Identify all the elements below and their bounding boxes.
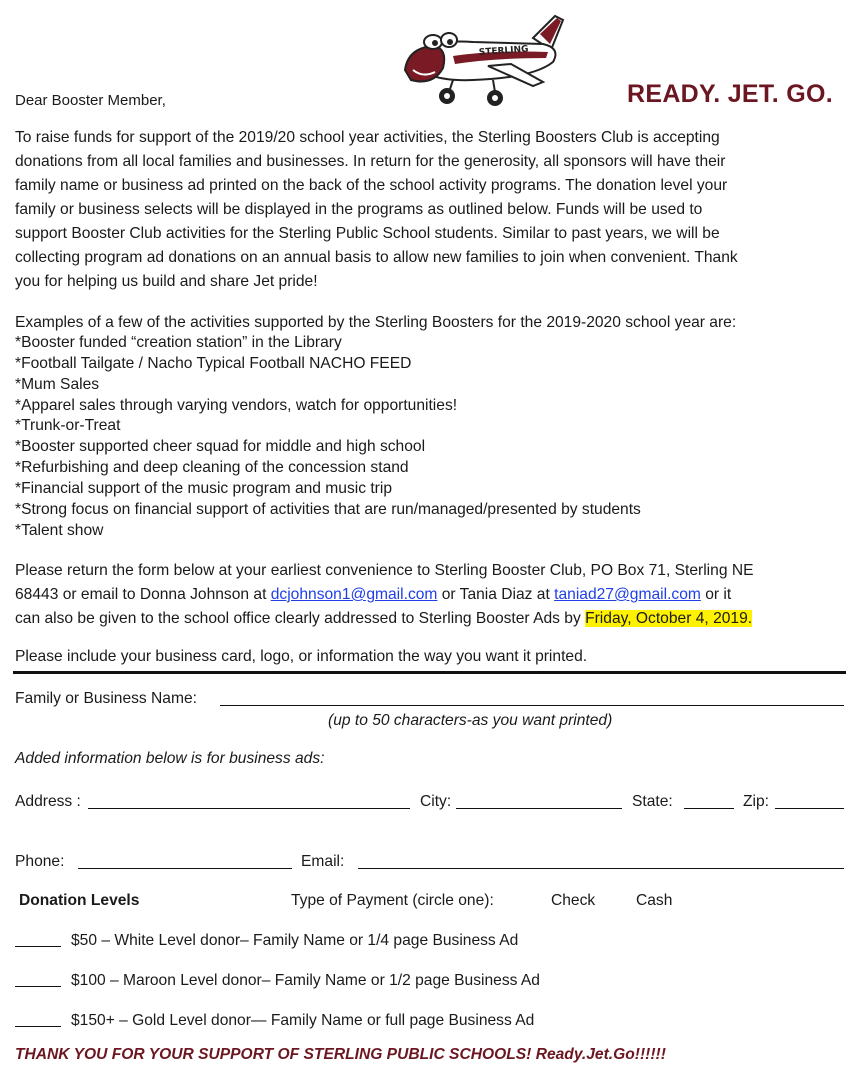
return-line <box>15 608 752 630</box>
include-note: Please include your business card, logo, or information the way you want it printed. <box>15 648 588 665</box>
activity-item: *Apparel sales through varying vendors, watch for opportunities! <box>15 397 458 414</box>
email-label: Email: <box>301 853 345 870</box>
donation-levels-heading: Donation Levels <box>19 892 140 909</box>
donation-level-100: $100 – Maroon Level donor– Family Name or 1/2 page Business Ad <box>71 972 540 989</box>
deadline-highlight: Friday, October 4, 2019. <box>585 610 753 627</box>
intro-line: collecting program ad donations on an annual basis to allow new families to join when convenient. Thank <box>15 249 738 266</box>
section-divider <box>13 671 846 674</box>
email-field[interactable] <box>358 868 844 869</box>
activity-item: *Refurbishing and deep cleaning of the concession stand <box>15 459 409 476</box>
activity-item: *Booster funded “creation station” in the Library <box>15 334 342 351</box>
address-field[interactable] <box>88 808 410 809</box>
activity-item: *Talent show <box>15 522 104 539</box>
return-text: 68443 or email to Donna Johnson at <box>15 586 271 603</box>
intro-line: family or business selects will be displayed in the programs as outlined below. Funds will be used to <box>15 201 703 218</box>
email-link-tania[interactable]: taniad27@gmail.com <box>554 586 701 603</box>
level-blank-50[interactable] <box>15 946 61 947</box>
thank-you-footer: THANK YOU FOR YOUR SUPPORT OF STERLING PUBLIC SCHOOLS! Ready.Jet.Go!!!!!! <box>15 1046 666 1063</box>
city-label: City: <box>420 793 452 810</box>
activity-item: *Football Tailgate / Nacho Typical Football NACHO FEED <box>15 355 412 372</box>
return-text: or Tania Diaz at <box>437 586 555 603</box>
name-hint: (up to 50 characters-as you want printed) <box>328 712 613 729</box>
activities-intro: Examples of a few of the activities supported by the Sterling Boosters for the 2019-2020 school year are: <box>15 314 737 331</box>
phone-label: Phone: <box>15 853 65 870</box>
logo-text: STERLING <box>478 44 529 58</box>
intro-line: family name or business ad printed on the back of the school activity programs. The donation level your <box>15 177 728 194</box>
level-blank-100[interactable] <box>15 986 61 987</box>
level-blank-150[interactable] <box>15 1026 61 1027</box>
activity-item: *Trunk-or-Treat <box>15 417 121 434</box>
activity-item: *Strong focus on financial support of activities that are run/managed/presented by students <box>15 501 641 518</box>
slogan: READY. JET. GO. <box>627 80 833 108</box>
greeting: Dear Booster Member, <box>15 92 166 109</box>
return-text: or it <box>700 586 732 603</box>
donation-level-150: $150+ – Gold Level donor— Family Name or full page Business Ad <box>71 1012 535 1029</box>
state-field[interactable] <box>684 808 734 809</box>
email-link-donna[interactable]: dcjohnson1@gmail.com <box>270 586 438 603</box>
sterling-jet-logo <box>383 8 573 116</box>
return-line: Please return the form below at your earliest convenience to Sterling Booster Club, PO Box 71, Sterling NE <box>15 562 754 579</box>
phone-field[interactable] <box>78 868 292 869</box>
payment-option-cash[interactable]: Cash <box>636 892 673 909</box>
zip-field[interactable] <box>775 808 844 809</box>
name-field[interactable] <box>220 705 844 706</box>
return-line <box>15 584 731 606</box>
intro-line: donations from all local families and businesses. In return for the generosity, all sponsors will have their <box>15 153 726 170</box>
city-field[interactable] <box>456 808 622 809</box>
activity-item: *Financial support of the music program and music trip <box>15 480 393 497</box>
intro-line: you for helping us build and share Jet pride! <box>15 273 318 290</box>
business-note: Added information below is for business ads: <box>15 750 325 767</box>
payment-option-check[interactable]: Check <box>551 892 596 909</box>
intro-line: support Booster Club activities for the Sterling Public School students. Similar to past years, we will be <box>15 225 720 242</box>
activity-item: *Booster supported cheer squad for middle and high school <box>15 438 426 455</box>
address-label: Address : <box>15 793 81 810</box>
return-text: can also be given to the school office clearly addressed to Sterling Booster Ads by <box>15 610 586 627</box>
intro-line: To raise funds for support of the 2019/20 school year activities, the Sterling Boosters Club is accepting <box>15 129 720 146</box>
zip-label: Zip: <box>743 793 769 810</box>
name-label: Family or Business Name: <box>15 690 197 707</box>
state-label: State: <box>632 793 673 810</box>
payment-label: Type of Payment (circle one): <box>291 892 494 909</box>
activity-item: *Mum Sales <box>15 376 100 393</box>
donation-level-50: $50 – White Level donor– Family Name or 1/4 page Business Ad <box>71 932 519 949</box>
